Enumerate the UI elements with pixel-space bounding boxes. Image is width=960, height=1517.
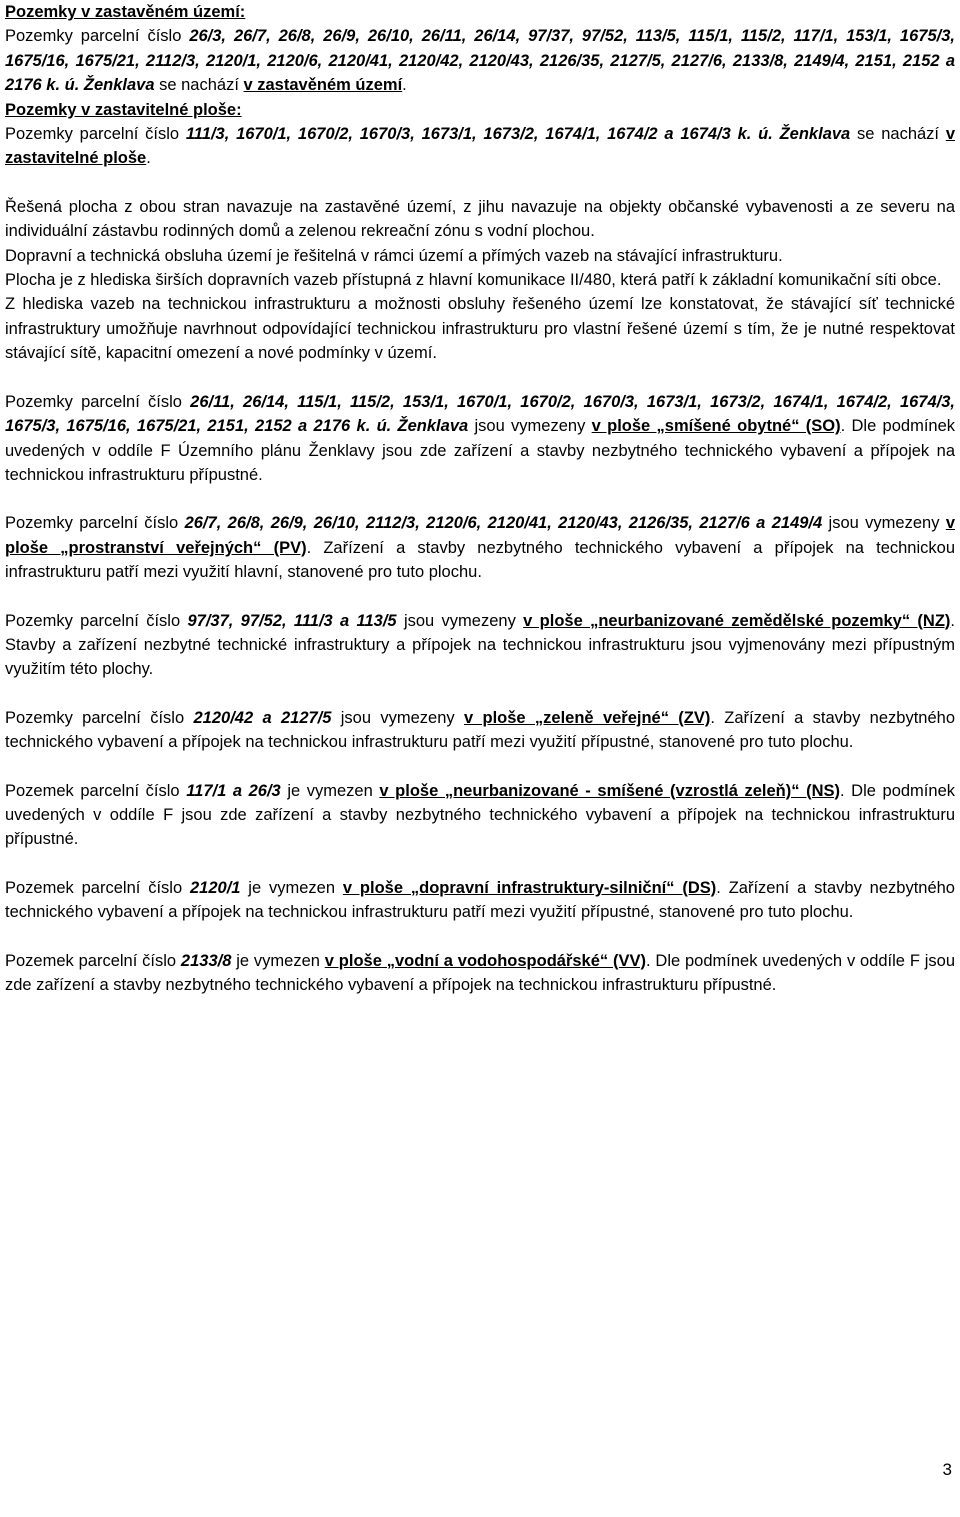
- paragraph-dopravni-obsluha: Dopravní a technická obsluha území je řešitelná v rámci území a přímých vazeb na stávající infrastrukturu.: [5, 246, 783, 265]
- parcel-list: 26/11, 26/14, 115/1, 115/2, 153/1, 1670/1, 1670/2, 1670/3, 1673/1, 1673/2, 1674/1, 1674/2, 1674/3, 1675/3, 1675/16, 1675/21, 2151, 2152 a 2176 k. ú. Ženklava: [5, 392, 956, 436]
- parcel-list: 2120/42 a 2127/5: [193, 708, 332, 727]
- paragraph-sirsi-vazby: Plocha je z hlediska širších dopravních vazeb přístupná z hlavní komunikace II/480, která patří k základní komunikační síti obce.: [5, 271, 942, 290]
- paragraph-gap: [5, 852, 955, 876]
- paragraph-zastavene: Pozemky parcelní číslo 26/3, 26/7, 26/8, 26/9, 26/10, 26/11, 26/14, 97/37, 97/52, 113/5, 115/1, 115/2, 117/1, 153/1, 1675/3, 1675/16, 1675/21, 2112/3, 2120/1, 2120/6, 2120/41, 2120/42, 2120/43, 2126/35, 2127/5, 2127/6, 2133/8, 2149/4, 2151, 2152 a 2176 k. ú. Ženklava se nachází v zastavěném území.: [5, 27, 955, 95]
- area-term: v ploše „vodní a vodohospodářské“ (VV): [324, 951, 646, 970]
- paragraph-gap: [5, 585, 955, 609]
- parcel-list: 26/7, 26/8, 26/9, 26/10, 2112/3, 2120/6, 2120/41, 2120/43, 2126/35, 2127/6 a 2149/4: [184, 514, 823, 533]
- paragraph-ns: Pozemek parcelní číslo 117/1 a 26/3 je vymezen v ploše „neurbanizované - smíšené (vzrostlá zeleň)“ (NS). Dle podmínek uvedených v oddíle F jsou zde zařízení a stavby nezbytného technického vybavení a přípojek na technickou infrastrukturu přípustné.: [5, 781, 955, 849]
- paragraph-gap: [5, 487, 955, 511]
- section-heading-zastavene: Pozemky v zastavěném území:: [5, 3, 246, 21]
- paragraph-ds: Pozemek parcelní číslo 2120/1 je vymezen v ploše „dopravní infrastruktury-silniční“ (DS). Zařízení a stavby nezbytného technického vybavení a přípojek na technickou infrastrukturu patří mezi využití přípustné, stanovené pro tuto plochu.: [5, 878, 955, 922]
- section-heading-zastavitelne: Pozemky v zastavitelné ploše:: [5, 100, 242, 119]
- paragraph-zastavitelne: Pozemky parcelní číslo 111/3, 1670/1, 1670/2, 1670/3, 1673/1, 1673/2, 1674/1, 1674/2 a 1674/3 k. ú. Ženklava se nachází v zastavitelné ploše.: [5, 125, 955, 168]
- paragraph-resena-plocha: Řešená plocha z obou stran navazuje na zastavěné území, z jihu navazuje na objekty občanské vybavenosti a ze severu na individuální zástavbu rodinných domů a zelenou rekreační zónu s vodní plochou.: [5, 197, 955, 241]
- location-term: v zastavěném území: [243, 76, 403, 95]
- page-number: 3: [942, 1460, 952, 1479]
- paragraph-technicka-infrastruktura: Z hlediska vazeb na technickou infrastrukturu a možnosti obsluhy řešeného území lze konstatovat, že stávající síť technické infrastruktury umožňuje navrhnout odpovídající technickou infrastrukturu pro vlastní řešené území s tím, že je nutné respektovat stávající sítě, kapacitní omezení a nové podmínky v území.: [5, 295, 955, 363]
- parcel-list: 26/3, 26/7, 26/8, 26/9, 26/10, 26/11, 26/14, 97/37, 97/52, 113/5, 115/1, 115/2, 117/1, 153/1, 1675/3, 1675/16, 1675/21, 2112/3, 2120/1, 2120/6, 2120/41, 2120/42, 2120/43, 2126/35, 2127/5, 2127/6, 2133/8, 2149/4, 2151, 2152 a 2176 k. ú. Ženklava: [5, 27, 955, 95]
- paragraph-vv: Pozemek parcelní číslo 2133/8 je vymezen v ploše „vodní a vodohospodářské“ (VV). Dle podmínek uvedených v oddíle F jsou zde zařízení a stavby nezbytného technického vybavení a přípojek na technickou infrastrukturu přípustné.: [5, 951, 956, 994]
- paragraph-gap: [5, 171, 955, 195]
- parcel-list: 2120/1: [189, 878, 241, 897]
- paragraph-zv: Pozemky parcelní číslo 2120/42 a 2127/5 jsou vymezeny v ploše „zeleně veřejné“ (ZV). Zařízení a stavby nezbytného technického vybavení a přípojek na technickou infrastrukturu patří mezi využití přípustné, stanovené pro tuto plochu.: [5, 708, 956, 752]
- area-term: v ploše „neurbanizované zemědělské pozemky“ (NZ): [523, 611, 951, 630]
- parcel-list: 117/1 a 26/3: [186, 781, 281, 800]
- paragraph-gap: [5, 366, 955, 390]
- area-term: v ploše „dopravní infrastruktury-silniční“ (DS): [342, 878, 717, 897]
- area-term: v ploše „zeleně veřejné“ (ZV): [463, 708, 711, 727]
- parcel-list: 97/37, 97/52, 111/3 a 113/5: [187, 611, 397, 630]
- paragraph-gap: [5, 755, 955, 779]
- parcel-list: 2133/8: [180, 951, 232, 970]
- paragraph-pv: Pozemky parcelní číslo 26/7, 26/8, 26/9, 26/10, 2112/3, 2120/6, 2120/41, 2120/43, 2126/35, 2127/6 a 2149/4 jsou vymezeny v ploše „prostranství veřejných“ (PV). Zařízení a stavby nezbytného technického vybavení a přípojek na technickou infrastrukturu patří mezi využití hlavní, stanovené pro tuto plochu.: [5, 514, 956, 582]
- paragraph-so: Pozemky parcelní číslo 26/11, 26/14, 115/1, 115/2, 153/1, 1670/1, 1670/2, 1670/3, 1673/1, 1673/2, 1674/1, 1674/2, 1674/3, 1675/3, 1675/16, 1675/21, 2151, 2152 a 2176 k. ú. Ženklava jsou vymezeny v ploše „smíšené obytné“ (SO). Dle podmínek uvedených v oddíle F Územního plánu Ženklavy jsou zde zařízení a stavby nezbytného technického vybavení a přípojek na technickou infrastrukturu přípustné.: [5, 392, 956, 484]
- area-term: v ploše „smíšené obytné“ (SO): [591, 417, 841, 436]
- area-term: v ploše „prostranství veřejných“ (PV): [5, 514, 956, 557]
- parcel-list: 111/3, 1670/1, 1670/2, 1670/3, 1673/1, 1673/2, 1674/1, 1674/2 a 1674/3 k. ú. Ženklava: [185, 125, 851, 144]
- document-page: [5, 0, 955, 997]
- paragraph-gap: [5, 925, 955, 949]
- location-term: v zastavitelné ploše: [5, 125, 955, 168]
- paragraph-nz: Pozemky parcelní číslo 97/37, 97/52, 111/3 a 113/5 jsou vymezeny v ploše „neurbanizované zemědělské pozemky“ (NZ). Stavby a zařízení nezbytné technické infrastruktury a přípojek na technickou infrastrukturu jsou vyjmenovány mezi přípustným využitím této plochy.: [5, 611, 956, 679]
- paragraph-gap: [5, 682, 955, 706]
- area-term: v ploše „neurbanizované - smíšené (vzrostlá zeleň)“ (NS): [379, 781, 840, 800]
